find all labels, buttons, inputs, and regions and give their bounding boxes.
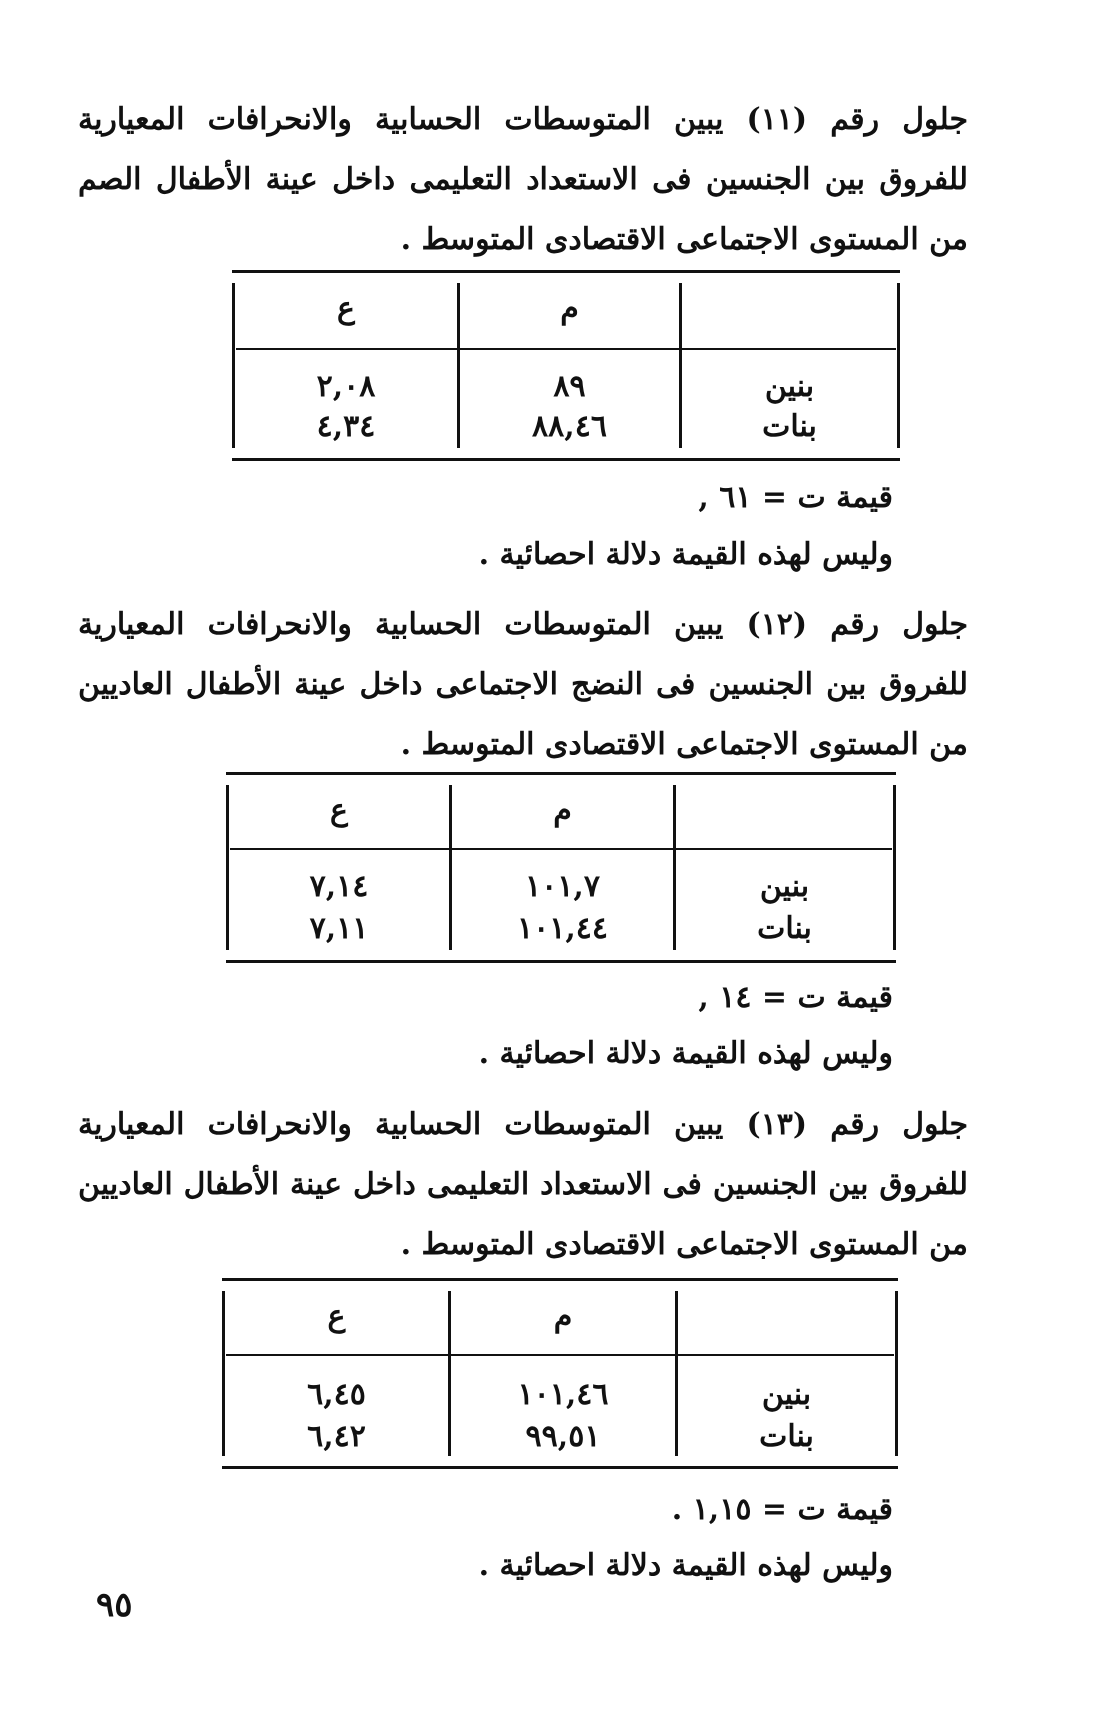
header-rule xyxy=(236,348,896,350)
header-rule xyxy=(230,848,892,850)
cell-sd-boys: ٦,٤٥ xyxy=(307,1377,366,1412)
table-11 xyxy=(232,270,900,461)
cell-mean-boys: ٨٩ xyxy=(553,369,586,404)
cell-sd-girls: ٤,٣٤ xyxy=(316,409,376,444)
table-13-caption: جلول رقم (١٣) يبين المتوسطات الحسابية والانحرافات المعيارية للفروق بين الجنسين فى الاستعداد التعليمى داخل عينة الأطفال العاديين من المستوى الاجتماعى الاقتصادى المتوسط . xyxy=(78,1107,968,1262)
table-12 xyxy=(226,772,896,963)
cell-sd-girls: ٦,٤٢ xyxy=(307,1419,366,1454)
table-11-caption: جلول رقم (١١) يبين المتوسطات الحسابية والانحرافات المعيارية للفروق بين الجنسين فى الاستعداد التعليمى داخل عينة الأطفال الصم من المستوى الاجتماعى الاقتصادى المتوسط . xyxy=(78,102,968,257)
significance-note-13: وليس لهذه القيمة دلالة احصائية . xyxy=(478,1548,893,1583)
header-cell-sd: ع xyxy=(337,291,355,326)
cell-mean-girls: ٨٨,٤٦ xyxy=(532,409,607,444)
cell-mean-boys: ١٠١,٧ xyxy=(525,869,600,904)
row-label-boys: بنين xyxy=(759,869,810,904)
table-border-right xyxy=(895,1291,898,1456)
table-border-right xyxy=(897,283,900,448)
cell-sd-boys: ٧,١٤ xyxy=(309,869,369,904)
table-border-right xyxy=(893,785,896,950)
page-number: ٩٥ xyxy=(96,1585,133,1625)
header-cell-sd: ع xyxy=(327,1299,346,1334)
row-label-boys: بنين xyxy=(761,1377,812,1412)
row-label-boys: بنين xyxy=(764,369,815,404)
cell-sd-boys: ٢,٠٨ xyxy=(316,369,376,404)
table-12-caption: جلول رقم (١٢) يبين المتوسطات الحسابية والانحرافات المعيارية للفروق بين الجنسين فى النضج الاجتماعى داخل عينة الأطفال العاديين من المستوى الاجتماعى الاقتصادى المتوسط . xyxy=(78,607,968,762)
row-label-girls: بنات xyxy=(762,409,817,444)
t-value-13: قيمة ت = ١,١٥ . xyxy=(671,1492,893,1527)
table-13 xyxy=(222,1278,898,1469)
t-value-11: قيمة ت = ٦١ , xyxy=(698,480,893,515)
header-cell-mean: م xyxy=(553,793,572,828)
row-label-girls: بنات xyxy=(757,911,812,946)
header-cell-mean: م xyxy=(553,1299,573,1334)
row-label-girls: بنات xyxy=(759,1419,814,1454)
header-cell-sd: ع xyxy=(330,793,348,828)
header-rule xyxy=(226,1354,894,1356)
t-value-12: قيمة ت = ١٤ , xyxy=(698,980,893,1015)
cell-mean-girls: ٩٩,٥١ xyxy=(525,1419,601,1454)
cell-sd-girls: ٧,١١ xyxy=(309,911,369,946)
cell-mean-boys: ١٠١,٤٦ xyxy=(517,1377,609,1412)
significance-note-11: وليس لهذه القيمة دلالة احصائية . xyxy=(478,537,893,572)
header-cell-mean: م xyxy=(560,291,579,326)
cell-mean-girls: ١٠١,٤٤ xyxy=(516,911,608,946)
significance-note-12: وليس لهذه القيمة دلالة احصائية . xyxy=(478,1036,893,1071)
